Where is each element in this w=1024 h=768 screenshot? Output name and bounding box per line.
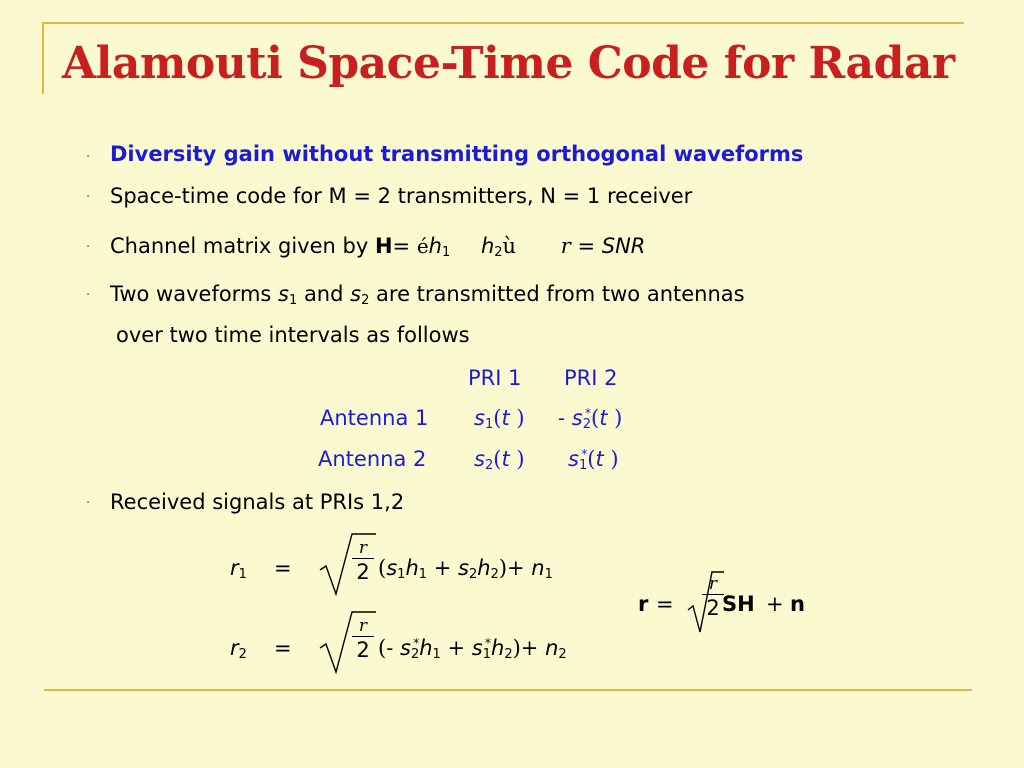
table-header-pri1: PRI 1 xyxy=(468,366,522,390)
table-cell-a1-pri2: - $s_2^*(t$ ) xyxy=(558,406,623,432)
bullet-3-prefix: Channel matrix given by xyxy=(110,234,375,258)
s1-subscript: 1 xyxy=(288,293,298,308)
equals-sign: = xyxy=(570,234,602,258)
bullet-4-text xyxy=(110,282,745,308)
bullet-4-part-a: Two waveforms xyxy=(110,282,279,306)
eq-vec-SH: SH xyxy=(722,592,755,616)
bullet-3-text xyxy=(110,234,645,260)
matrix-H: H xyxy=(374,234,393,258)
s1-symbol: s xyxy=(278,282,289,306)
h2-subscript: 2 xyxy=(494,245,503,260)
bullet-5-text: Received signals at PRIs 1,2 xyxy=(110,490,405,514)
h1-subscript: 1 xyxy=(441,245,451,260)
eq-r2-rhs: (- $s_2^*h_1 + s_1^*h_2)+ n_2$ xyxy=(378,636,567,662)
bullet-4-and: and xyxy=(297,282,351,306)
equals-sign: = xyxy=(392,234,417,258)
slide-title: Alamouti Space-Time Code for Radar xyxy=(62,38,955,89)
bullet-dot: · xyxy=(86,150,91,165)
bullet-1-text: Diversity gain without transmitting orthogonal waveforms xyxy=(110,142,804,166)
table-cell-a2-pri1: $s_2(t$ ) xyxy=(474,447,525,473)
frame-left-line xyxy=(42,22,44,94)
eq-r1-equals: = xyxy=(274,556,292,580)
h2-symbol: h xyxy=(480,234,495,258)
eq-vec-plus: + xyxy=(766,592,784,616)
eq-vec-n: n xyxy=(790,592,805,616)
s2-symbol: s xyxy=(350,282,362,306)
bullet-dot: · xyxy=(86,190,91,205)
table-cell-a2-pri2: $s_1^*(t$ ) xyxy=(568,447,619,473)
s2-subscript: 2 xyxy=(361,293,370,308)
h1-symbol: h xyxy=(428,234,442,258)
rho-symbol: r xyxy=(560,234,571,258)
bracket-left: é xyxy=(416,234,429,258)
eq-r1-lhs: $r_1$ xyxy=(230,556,247,582)
bullet-dot: · xyxy=(86,288,91,303)
table-row-label: Antenna 2 xyxy=(318,447,427,471)
table-header-pri2: PRI 2 xyxy=(564,366,618,390)
table-row-label: Antenna 1 xyxy=(320,406,429,430)
bullet-2-text: Space-time code for M = 2 transmitters, N = 1 receiver xyxy=(110,184,693,208)
bullet-dot: · xyxy=(86,496,91,511)
frame-bottom-line xyxy=(44,689,972,691)
bracket-right: ù xyxy=(502,234,517,258)
bullet-4-part-b: are transmitted from two antennas xyxy=(369,282,745,306)
eq-vec-equals: = xyxy=(656,592,674,616)
frame-top-line xyxy=(44,22,964,24)
bullet-dot: · xyxy=(86,240,91,255)
eq-vec-r: r xyxy=(638,592,649,616)
snr-label: SNR xyxy=(601,234,646,258)
table-cell-a1-pri1: $s_1(t$ ) xyxy=(474,406,525,432)
bullet-4-continuation: over two time intervals as follows xyxy=(116,323,470,347)
eq-r2-lhs: $r_2$ xyxy=(230,636,247,662)
eq-r1-rhs: $(s_1h_1 + s_2h_2)+ n_1$ xyxy=(378,556,553,582)
eq-r2-equals: = xyxy=(274,636,292,660)
